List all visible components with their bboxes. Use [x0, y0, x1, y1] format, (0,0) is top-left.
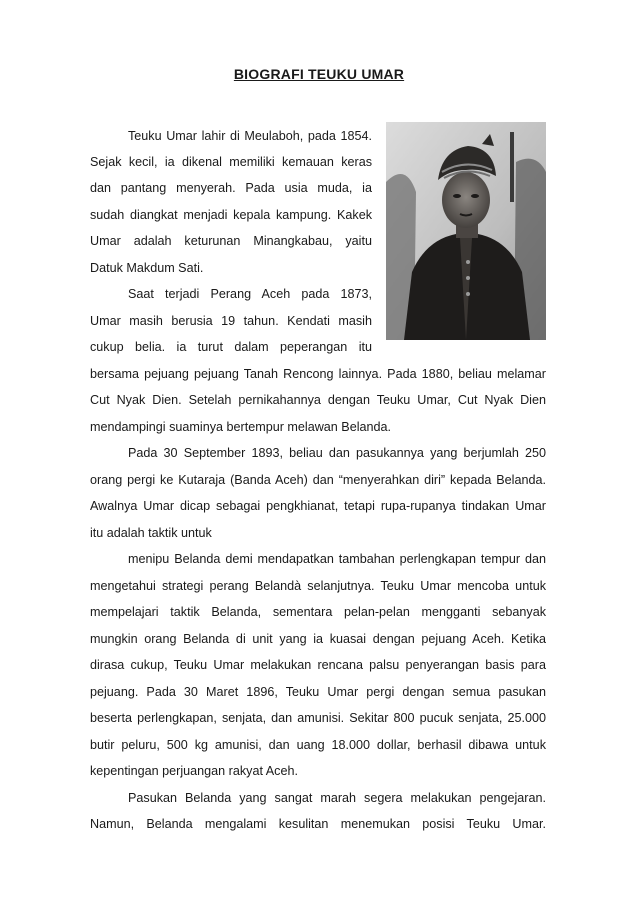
text-line: dan pantang menyerah. Pada usia muda, ia — [90, 181, 372, 195]
text-line: itu adalah taktik untuk — [90, 526, 212, 540]
text-line: mengetahui strategi perang Belandà selanjutnya. Teuku Umar mencoba untuk — [90, 579, 546, 593]
text-line: orang pergi ke Kutaraja (Banda Aceh) dan “menyerahkan diri” kepada Belanda. — [90, 473, 546, 487]
text-line: kepentingan perjuangan rakyat Aceh. — [90, 764, 298, 778]
text-line: mendampingi suaminya bertempur melawan Belanda. — [90, 420, 392, 434]
text-line: Pasukan Belanda yang sangat marah segera melakukan pengejaran. — [128, 791, 546, 805]
text-line: mempelajari taktik Belanda, sementara pelan-pelan mengganti sebanyak — [90, 605, 546, 619]
text-line: mungkin orang Belanda di unit yang ia kuasai dengan pejuang Aceh. Ketika — [90, 632, 546, 646]
portrait-photo — [386, 122, 546, 340]
text-line: beserta perlengkapan, senjata, dan amunisi. Sekitar 800 pucuk senjata, 25.000 — [90, 711, 546, 725]
text-line: cukup belia. ia turut dalam peperangan itu — [90, 340, 372, 354]
text-line: Umar adalah keturunan Minangkabau, yaitu — [90, 234, 372, 248]
text-line: Cut Nyak Dien. Setelah pernikahannya dengan Teuku Umar, Cut Nyak Dien — [90, 393, 546, 407]
text-line: menipu Belanda demi mendapatkan tambahan perlengkapan tempur dan — [128, 552, 546, 566]
text-line: Datuk Makdum Sati. — [90, 261, 204, 275]
text-line: butir peluru, 500 kg amunisi, dan uang 18.000 dollar, berhasil dibawa untuk — [90, 738, 546, 752]
text-line: pejuang. Pada 30 Maret 1896, Teuku Umar pergi dengan semua pasukan — [90, 685, 546, 699]
text-line: Teuku Umar lahir di Meulaboh, pada 1854. — [128, 129, 372, 143]
text-line: Umar masih berusia 19 tahun. Kendati masih — [90, 314, 372, 328]
text-line: Namun, Belanda mengalami kesulitan menemukan posisi Teuku Umar. — [90, 817, 546, 831]
text-line: Saat terjadi Perang Aceh pada 1873, — [128, 287, 372, 301]
document-title: BIOGRAFI TEUKU UMAR — [233, 66, 405, 82]
text-line: Pada 30 September 1893, beliau dan pasukannya yang berjumlah 250 — [128, 446, 546, 460]
text-line: sudah diangkat menjadi kepala kampung. Kakek — [90, 208, 372, 222]
text-line: dirasa cukup, Teuku Umar melakukan rencana palsu penyerangan basis para — [90, 658, 546, 672]
text-line: Sejak kecil, ia dikenal memiliki kemauan keras — [90, 155, 372, 169]
text-line: bersama pejuang pejuang Tanah Rencong lainnya. Pada 1880, beliau melamar — [90, 367, 546, 381]
text-line: Awalnya Umar dicap sebagai pengkhianat, tetapi rupa-rupanya tindakan Umar — [90, 499, 546, 513]
